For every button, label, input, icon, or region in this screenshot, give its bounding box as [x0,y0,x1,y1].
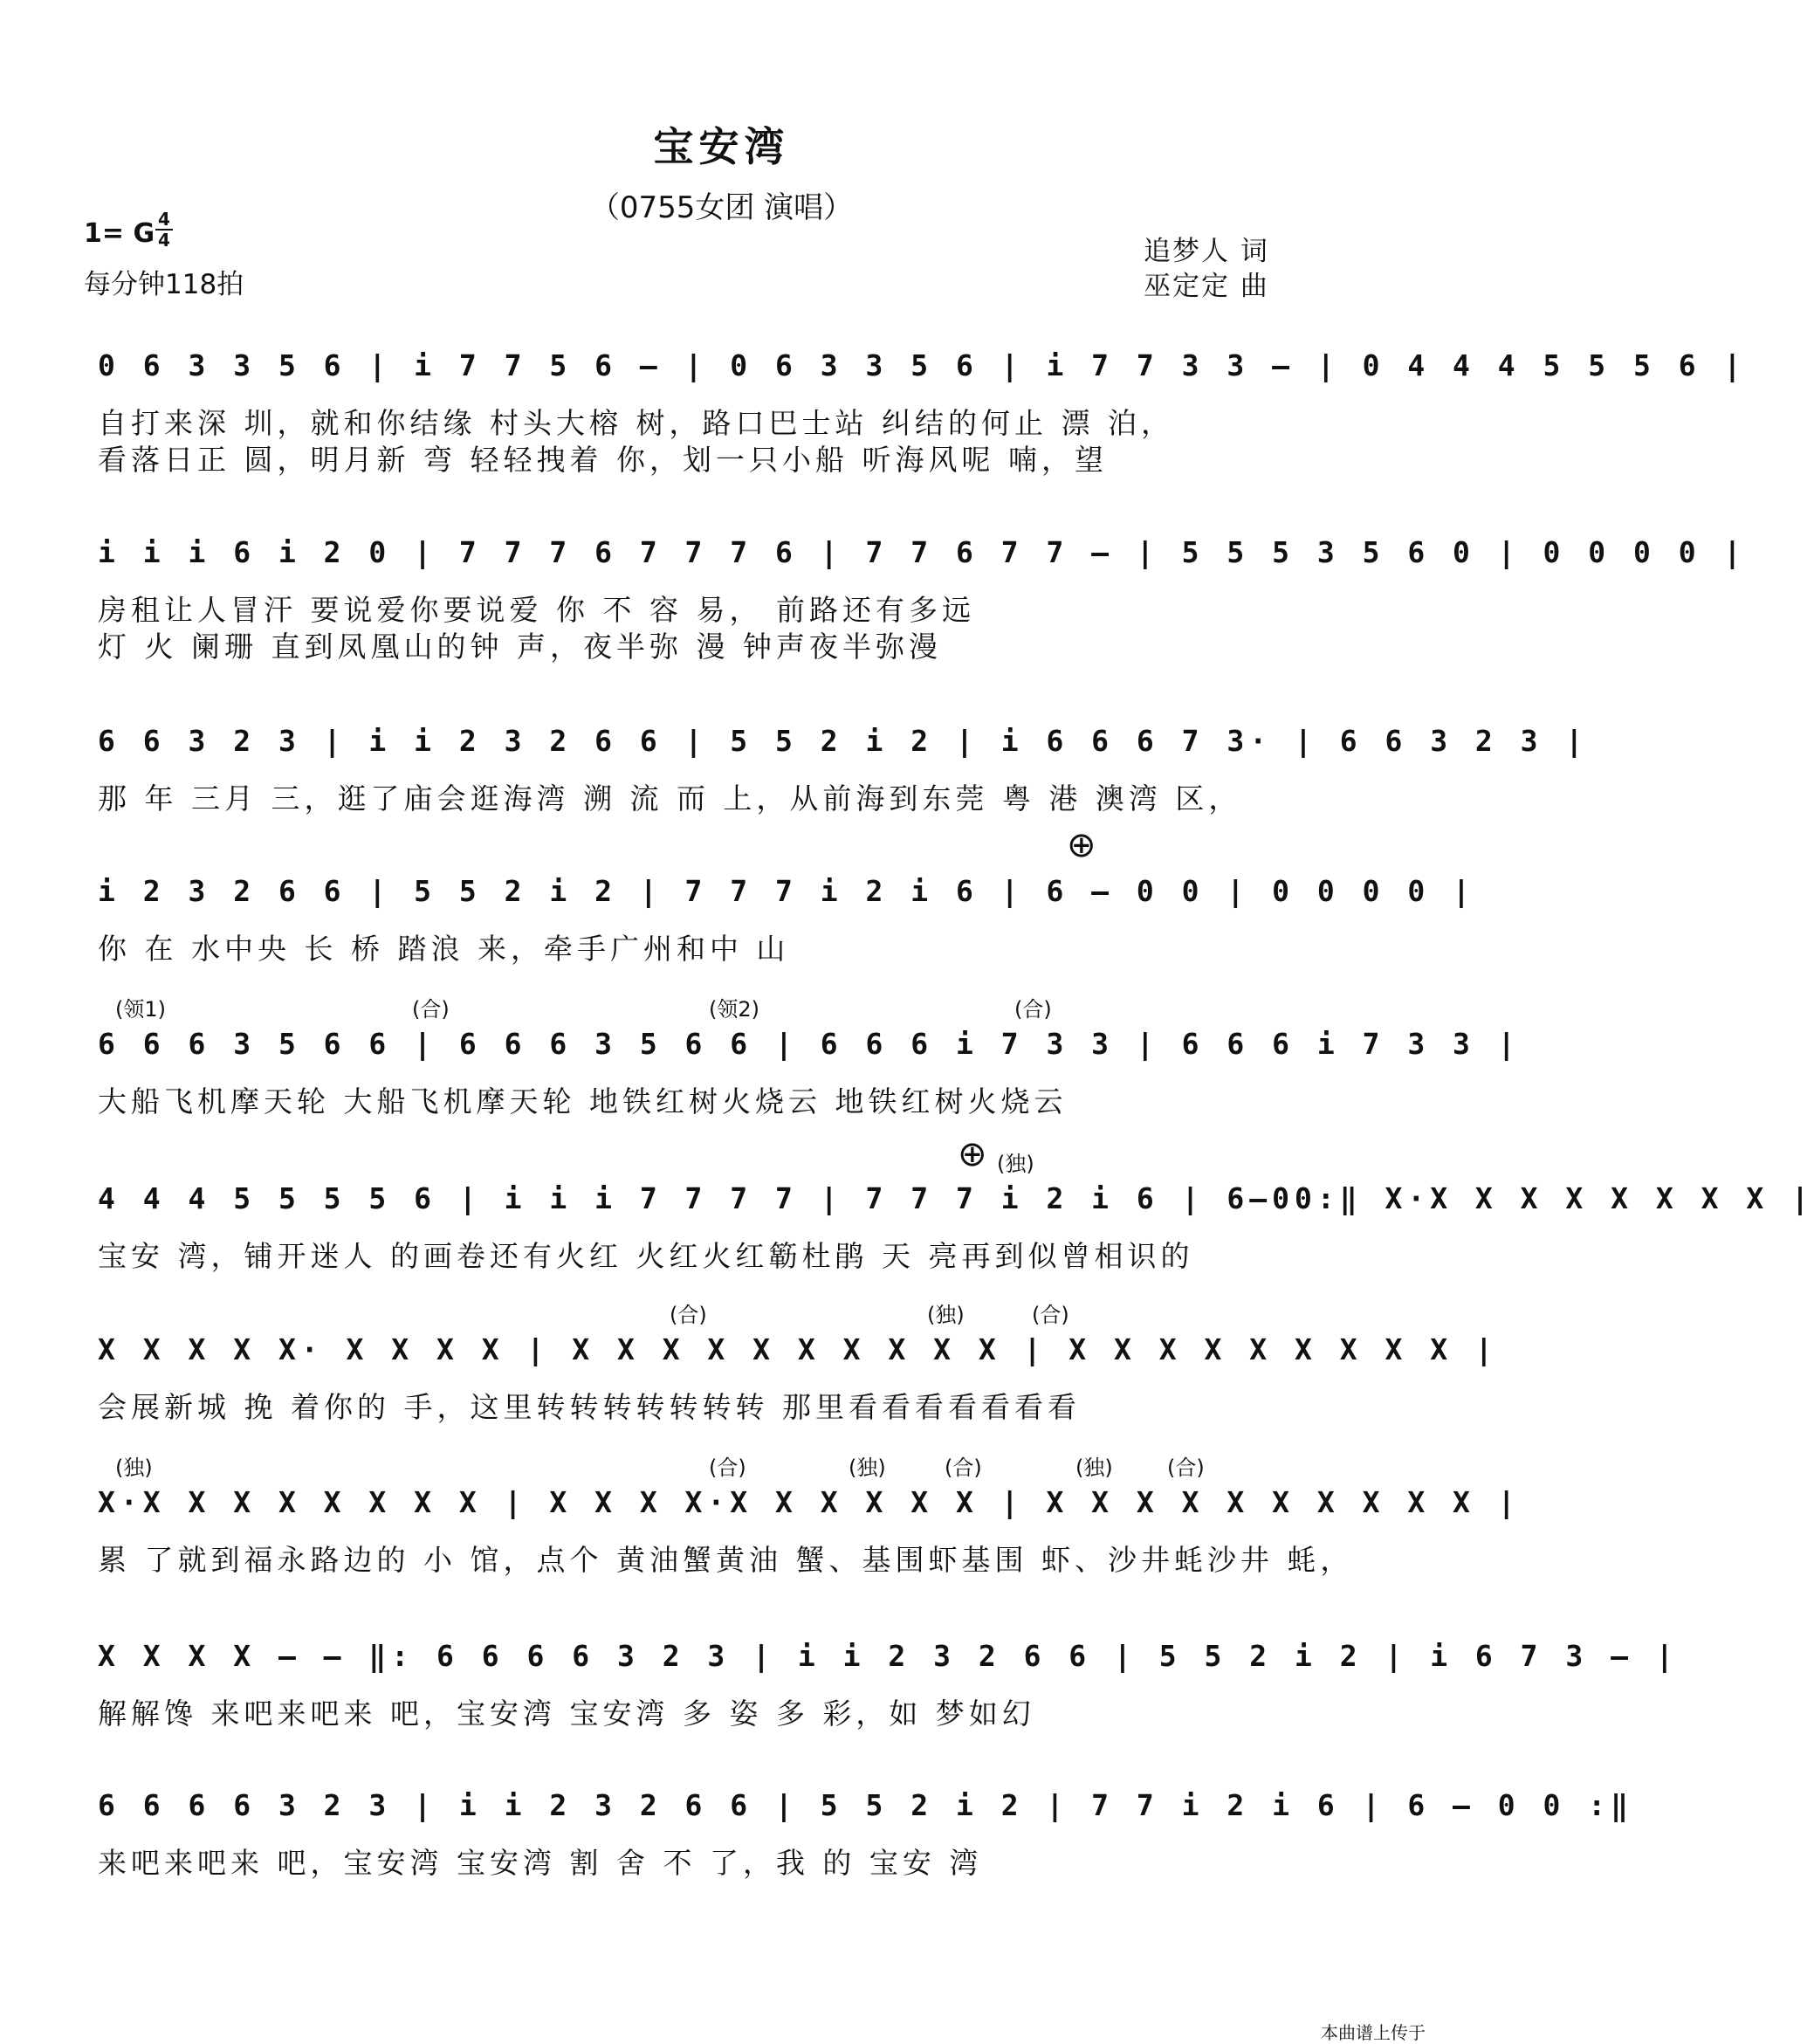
lyric-line: 会展新城 挽 着你的 手，这里转转转转转转转 那里看看看看看看看 [98,1390,1081,1424]
part-label: (独) [927,1303,965,1327]
footer-watermark: 本曲谱上传于 [1321,2022,1426,2043]
notation-line: i i i 6 i 2 0 | 7 7 7 6 7 7 7 6 | 7 7 6 7 7 — | 5 5 5 3 5 6 0 | 0 0 0 0 | [98,535,1747,569]
time-signature-bottom: 4 [155,229,173,250]
lyric-line: 大船飞机摩天轮 大船飞机摩天轮 地铁红树火烧云 地铁红树火烧云 [98,1084,1068,1118]
song-title: 宝安湾 [653,123,790,170]
part-label: (独) [115,1456,153,1480]
part-label: (合) [709,1456,746,1480]
lyricist-credit: 追梦人 词 [1144,236,1269,267]
lyric-line: 那 年 三月 三，逛了庙会逛海湾 溯 流 而 上，从前海到东莞 粤 港 澳湾 区， [98,781,1242,816]
part-label: (合) [945,1456,982,1480]
time-signature [155,210,173,250]
part-label: (合) [1167,1456,1205,1480]
lyric-line: 宝安 湾，铺开迷人 的画卷还有火红 火红火红簕杜鹃 天 亮再到似曾相识的 [98,1239,1194,1273]
lyric-line: 你 在 水中央 长 桥 踏浪 来，牵手广州和中 山 [98,932,790,966]
lyric-line: 灯 火 阑珊 直到凤凰山的钟 声，夜半弥 漫 钟声夜半弥漫 [98,630,942,664]
part-label: (合) [1032,1303,1069,1327]
time-signature-top: 4 [158,209,170,230]
notation-line: 0 6 3 3 5 6 | i 7 7 5 6 — | 0 6 3 3 5 6 | i 7 7 3 3 — | 0 4 4 4 5 5 5 6 | [98,348,1747,382]
part-label: (独) [849,1456,886,1480]
notation-line: 6 6 6 3 5 6 6 | 6 6 6 3 5 6 6 | 6 6 6 i 7 3 3 | 6 6 6 i 7 3 3 | [98,1027,1521,1061]
lyric-line: 来吧来吧来 吧，宝安湾 宝安湾 割 舍 不 了，我 的 宝安 湾 [98,1846,983,1880]
notation-line: X·X X X X X X X X | X X X X·X X X X X X | X X X X X X X X X X | [98,1485,1521,1519]
part-label: (合) [670,1303,707,1327]
notation-line: i 2 3 2 6 6 | 5 5 2 i 2 | 7 7 7 i 2 i 6 | 6 — 0 0 | 0 0 0 0 | [98,874,1475,908]
coda-sign: ⊕ [958,1134,987,1174]
lyric-line: 累 了就到福永路边的 小 馆，点个 黄油蟹黄油 蟹、基围虾基围 虾、沙井蚝沙井 蚝， [98,1543,1354,1577]
notation-line: 4 4 4 5 5 5 5 6 | i i i 7 7 7 7 | 7 7 7 i 2 i 6 | 6—00:‖ X·X X X X X X X X | [98,1181,1814,1215]
coda-sign: ⊕ [1067,825,1096,865]
part-label: (独) [1075,1456,1113,1480]
lyric-line: 自打来深 圳，就和你结缘 村头大榕 树，路口巴士站 纠结的何止 漂 泊， [98,406,1174,440]
notation-line: X X X X — — ‖: 6 6 6 6 3 2 3 | i i 2 3 2 6 6 | 5 5 2 i 2 | i 6 7 3 — | [98,1639,1679,1673]
part-label: (领2) [709,997,759,1022]
part-label: (合) [1014,997,1052,1022]
lyric-line: 解解馋 来吧来吧来 吧，宝安湾 宝安湾 多 姿 多 彩，如 梦如幻 [98,1696,1035,1731]
composer-credit: 巫定定 曲 [1144,271,1269,302]
song-subtitle: （0755女团 演唱） [589,190,854,225]
part-label: (领1) [115,997,166,1022]
key-signature: 1= G [84,218,155,249]
notation-line: 6 6 3 2 3 | i i 2 3 2 6 6 | 5 5 2 i 2 | i 6 6 6 7 3· | 6 6 3 2 3 | [98,724,1589,758]
part-label: (合) [412,997,450,1022]
notation-line: 6 6 6 6 3 2 3 | i i 2 3 2 6 6 | 5 5 2 i 2 | 7 7 i 2 i 6 | 6 — 0 0 :‖ [98,1788,1634,1822]
tempo-marking: 每分钟118拍 [84,269,244,300]
lyric-line: 看落日正 圆，明月新 弯 轻轻拽着 你，划一只小船 听海风呢 喃，望 [98,443,1108,477]
part-label: (独) [997,1152,1034,1176]
lyric-line: 房租让人冒汗 要说爱你要说爱 你 不 容 易， 前路还有多远 [98,593,975,627]
notation-line: X X X X X· X X X X | X X X X X X X X X X | X X X X X X X X X | [98,1332,1498,1366]
